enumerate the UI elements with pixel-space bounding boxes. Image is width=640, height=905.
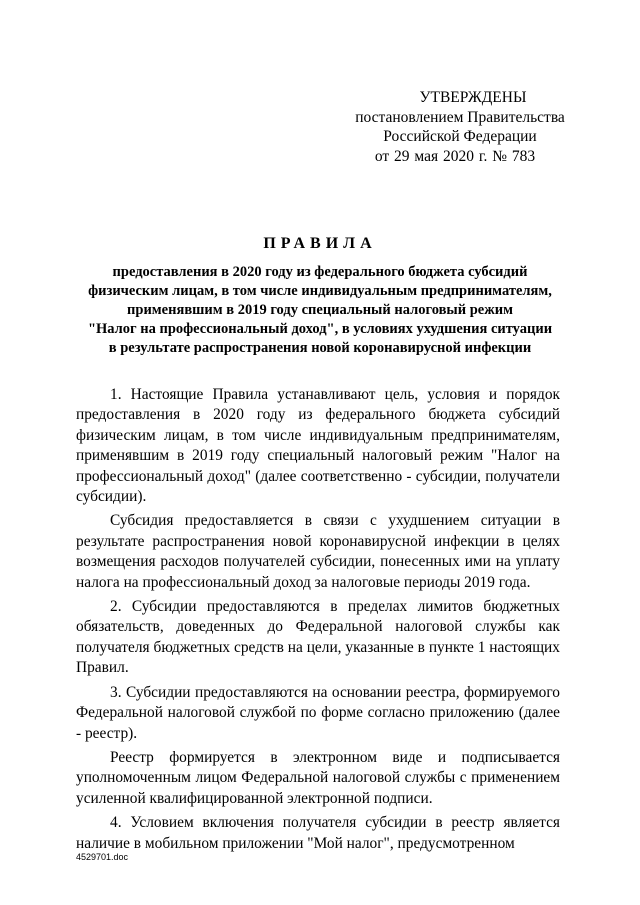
approval-line: Российской Федерации: [383, 128, 537, 145]
document-title: ПРАВИЛА: [263, 235, 377, 252]
approval-line: постановлением Правительства: [355, 108, 565, 126]
body-paragraph: 2. Субсидии предоставляются в пределах лимитов бюджетных обязательств, доведенных до Федеральной налоговой службы как получателя бюджетных средств на цели, указанные в пункте 1 настоящих Правил.: [76, 598, 560, 677]
subtitle-line: в результате распространения новой коронавирусной инфекции: [108, 340, 532, 356]
approval-block: [330, 88, 590, 166]
body-paragraph: 4. Условием включения получателя субсидии в реестр является наличие в мобильном приложении "Мой налог", предусмотренном: [76, 814, 560, 852]
document-subtitle: [60, 263, 580, 358]
file-name-footer: 4529701.doc: [76, 852, 129, 862]
approval-heading: УТВЕРЖДЕНЫ: [419, 89, 527, 106]
body-paragraph: Реестр формируется в электронном виде и подписывается уполномоченным лицом Федеральной налоговой службы с применением усиленной квалифицированной электронной подписи.: [76, 748, 560, 807]
body-paragraph: Субсидия предоставляется в связи с ухудшением ситуации в результате распространения новой коронавирусной инфекции в целях возмещения расходов получателей субсидии, понесенных ими на уплату налога на профессиональный доход за налоговые периоды 2019 года.: [76, 512, 560, 591]
subtitle-line: физическим лицам, в том числе индивидуальным предпринимателям,: [88, 283, 552, 299]
approval-date-number: от 29 мая 2020 г. № 783: [374, 147, 536, 165]
subtitle-line: предоставления в 2020 году из федерального бюджета субсидий: [112, 264, 528, 280]
body-paragraph: 1. Настоящие Правила устанавливают цель, условия и порядок предоставления в 2020 году из федерального бюджета субсидий физическим лицам, в том числе индивидуальным предпринимателям, применявшим в 2019 году специальный налоговый режим "Налог на профессиональный доход" (далее соответственно - субсидии, получатели субсидии).: [76, 386, 560, 506]
subtitle-line: применявшим в 2019 году специальный налоговый режим: [127, 302, 513, 318]
body-paragraph: 3. Субсидии предоставляются на основании реестра, формируемого Федеральной налоговой службой по форме согласно приложению (далее - реестр).: [76, 683, 560, 742]
subtitle-line: "Налог на профессиональный доход", в условиях ухудшения ситуации: [87, 321, 553, 337]
document-body: [76, 385, 560, 858]
